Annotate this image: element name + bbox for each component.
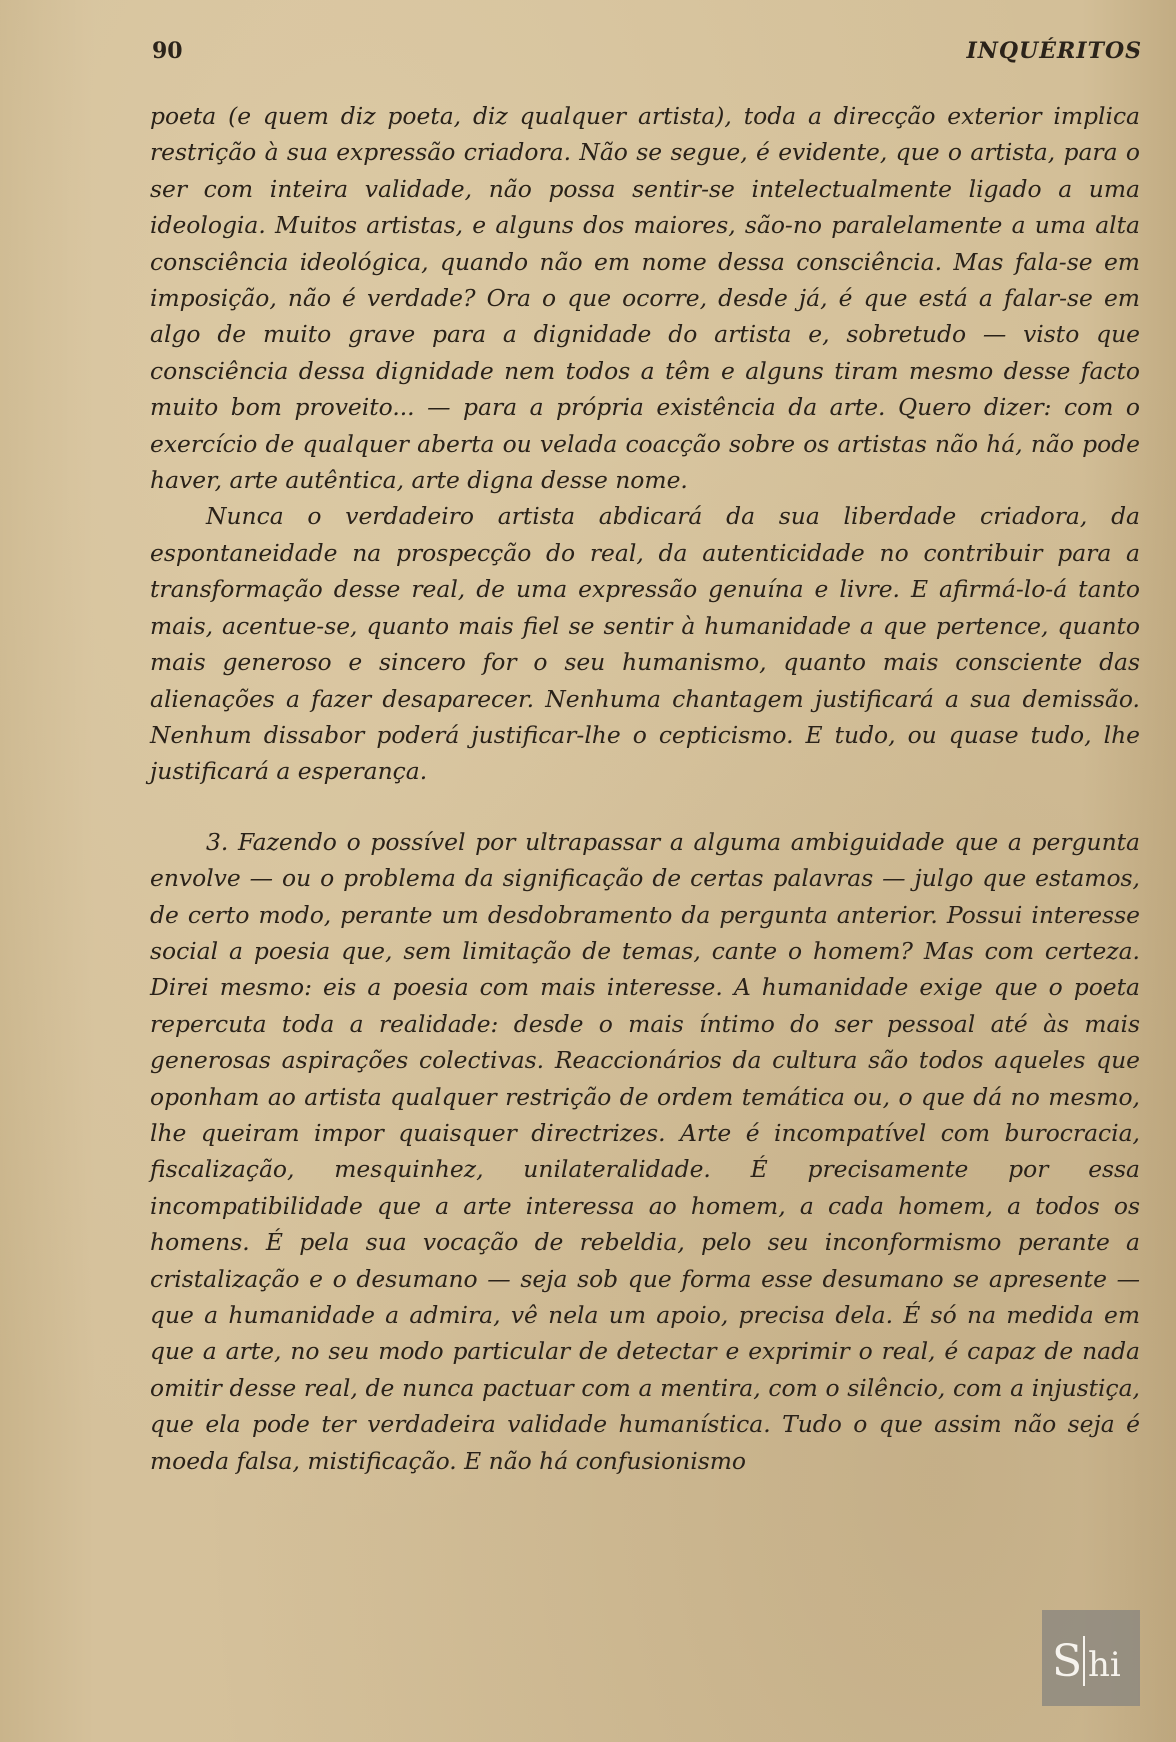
paragraph-section-3: 3. Fazendo o possível por ultrapassar a alguma ambiguidade que a pergunta envolve — ou o problema da significação de certas palavras — julgo que estamos, de certo modo, perante um desdobramento da pergunta anterior. Possui interesse social a poesia que, sem limitação de temas, cante o homem? Mas com certeza. Direi mesmo: eis a poesia com mais interesse. A humanidade exige que o poeta repercuta toda a realidade: desde o mais íntimo do ser pessoal até às mais generosas aspirações colectivas. Reaccionários da cultura são todos aqueles que oponham ao artista qualquer restrição de ordem temática ou, o que dá no mesmo, lhe queiram impor quaisquer directrizes. Arte é incompatível com burocracia, fiscalização, mesquinhez, unilateralidade. É precisamente por essa incompatibilidade que a arte interessa ao homem, a cada homem, a todos os homens. É pela sua vocação de rebeldia, pelo seu inconformismo perante a cristalização e o desumano — seja sob que forma esse desumano se apresente — que a humanidade a admira, vê nela um apoio, precisa dela. É só na medida em que a arte, no seu modo particular de detectar e exprimir o real, é capaz de nada omitir desse real, de nunca pactuar com a mentira, com o silêncio, com a injustiça, que ela pode ter verdadeira validade humanística. Tudo o que assim não seja é moeda falsa, mistificação. E não há confusionismo bbox=[150, 827, 1140, 1475]
running-head: INQUÉRITOS bbox=[966, 38, 1142, 64]
watermark-letter-s: S bbox=[1052, 1636, 1083, 1687]
page-header bbox=[152, 38, 1142, 68]
paragraph: Nunca o verdadeiro artista abdicará da sua liberdade criadora, da espontaneidade na prospecção do real, da autenticidade no contribuir para a transformação desse real, de uma expressão genuína e livre. E afirmá-lo-á tanto mais, acentue-se, quanto mais fiel se sentir à humanidade a que pertence, quanto mais generoso e sincero for o seu humanismo, quanto mais consciente das alienações a fazer desaparecer. Nenhuma chantagem justificará a sua demissão. Nenhum dissabor poderá justificar-lhe o cepticismo. E tudo, ou quase tudo, lhe justificará a esperança. bbox=[150, 502, 1140, 786]
library-watermark-logo bbox=[1042, 1610, 1140, 1706]
body-text bbox=[150, 98, 1140, 1479]
watermark-logo-icon bbox=[1042, 1610, 1140, 1706]
paragraph-continuation: poeta (e quem diz poeta, diz qualquer artista), toda a direcção exterior implica restrição à sua expressão criadora. Não se segue, é evidente, que o artista, para o ser com inteira validade, não possa sentir-se intelectualmente ligado a uma ideologia. Muitos artistas, e alguns dos maiores, são-no paralelamente a uma alta consciência ideológica, quando não em nome dessa consciência. Mas fala-se em imposição, não é verdade? Ora o que ocorre, desde já, é que está a falar-se em algo de muito grave para a dignidade do artista e, sobretudo — visto que consciência dessa dignidade nem todos a têm e alguns tiram mesmo desse facto muito bom proveito... — para a própria existência da arte. Quero dizer: com o exercício de qualquer aberta ou velada coacção sobre os artistas não há, não pode haver, arte autêntica, arte digna desse nome. bbox=[150, 102, 1140, 495]
watermark-letters-hi: hi bbox=[1088, 1645, 1121, 1685]
page-number: 90 bbox=[152, 38, 183, 64]
